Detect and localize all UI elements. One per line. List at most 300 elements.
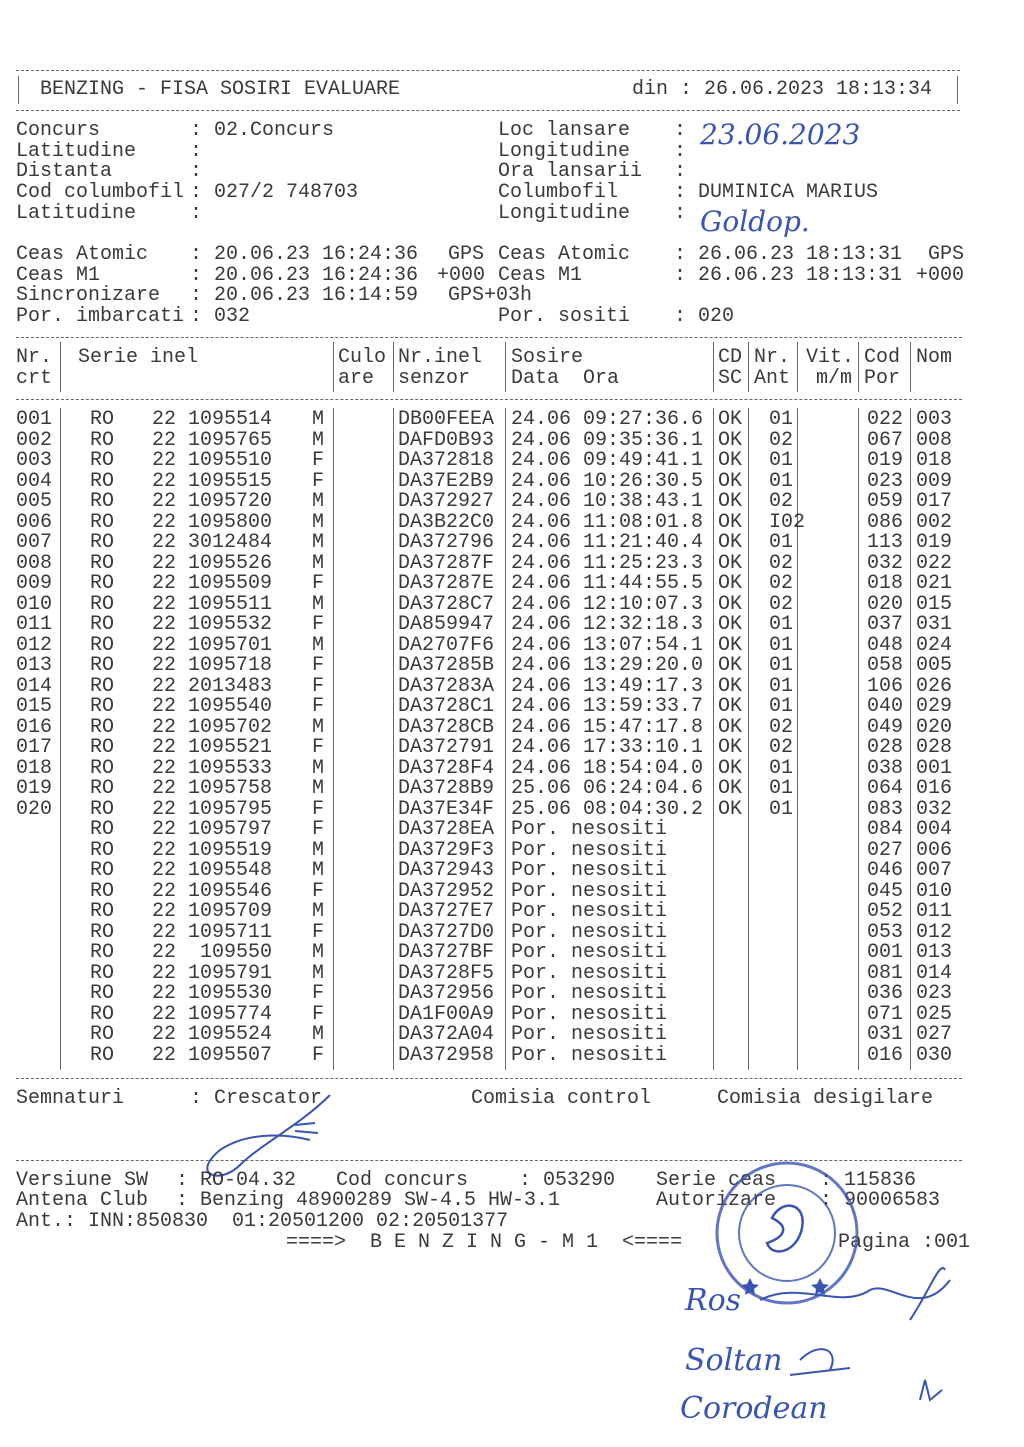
year: 22 [152,490,177,513]
year: 22 [152,510,177,534]
nom: 012 [916,920,953,944]
divider [957,76,958,104]
svg-text:Corodean: Corodean [680,1391,828,1426]
column-header-sosire: Data Ora [511,367,620,390]
column-header-ant: Nr. [754,346,791,369]
cd-sc: OK [718,777,743,800]
cod-por: 053 [867,920,904,944]
antenna: 02 [769,736,794,759]
clock-label: Sincronizare [16,284,161,307]
country: RO [90,941,115,964]
info-label: Concurs [16,119,101,142]
arrival-time: 24.06 18:54:04.0 [511,756,704,780]
cod-por: 038 [867,756,904,780]
info-label: Longitudine [498,202,631,225]
antenna: 01 [769,449,794,472]
country: RO [90,900,115,923]
info-value: : DUMINICA MARIUS [674,181,879,204]
nom: 010 [916,879,953,903]
nom: 025 [916,1002,953,1026]
ring-number: 1095519 [188,838,273,862]
antenna: 01 [769,408,794,431]
nom: 019 [916,531,953,554]
column-header-vit: Vit. [806,346,855,369]
cod-por: 020 [867,592,904,616]
column-header-culoare: Culo [338,346,387,369]
year: 22 [152,531,177,554]
ring-number: 1095718 [188,654,273,677]
sex: M [312,838,325,862]
signature-desigilare: Comisia desigilare [717,1087,934,1110]
nom: 016 [916,777,953,800]
arrival-time: Por. nesositi [511,1002,668,1026]
handwritten-signature: Goldop. [700,205,810,238]
cod-por: 032 [867,551,904,575]
info-label: Loc lansare [498,119,631,142]
sensor-id: DA3729F3 [398,838,495,862]
clock-suffix: GPS [448,243,485,266]
sensor-id: DA372818 [398,449,495,472]
clock-label: Ceas Atomic [16,243,149,266]
ring-number: 1095510 [188,449,273,472]
column-divider [910,342,911,392]
sex: F [312,1043,325,1067]
country: RO [90,633,115,657]
sex: M [312,551,325,575]
sex: M [312,900,325,923]
sensor-id: DA3728EA [398,818,495,841]
nom: 007 [916,859,953,882]
row-number: 001 [16,408,53,431]
nom: 005 [916,654,953,677]
arrival-time: 24.06 12:32:18.3 [511,613,704,636]
nom: 001 [916,756,953,780]
column-header-cod: Cod [864,346,901,369]
column-divider [60,408,61,1070]
arrival-time: 25.06 08:04:30.2 [511,797,704,821]
signature-control: Comisia control [471,1087,652,1110]
year: 22 [152,941,177,964]
antenna: 02 [769,715,794,739]
cod-por: 081 [867,961,904,985]
cd-sc: OK [718,408,743,431]
row-number: 012 [16,633,53,657]
year: 22 [152,838,177,862]
year: 22 [152,592,177,616]
country: RO [90,408,115,431]
ring-number: 1095530 [188,982,273,1005]
cod-por: 001 [867,941,904,964]
sensor-id: DA1F00A9 [398,1002,495,1026]
sex: F [312,1002,325,1026]
year: 22 [152,818,177,841]
arrival-time: 24.06 17:33:10.1 [511,736,704,759]
ring-number: 1095774 [188,1002,273,1026]
sex: M [312,428,325,452]
arrival-time: 24.06 12:10:07.3 [511,592,704,616]
sensor-id: DA372956 [398,982,495,1005]
clock-value: : 032 [190,305,251,328]
sensor-id: DA372927 [398,490,495,513]
cod-por: 058 [867,654,904,677]
sensor-id: DA372796 [398,531,495,554]
antenna: 01 [769,797,794,821]
country: RO [90,838,115,862]
sensor-id: DA3728C7 [398,592,495,616]
sex: M [312,1023,325,1046]
column-header-serie: Serie inel [78,346,199,369]
cd-sc: OK [718,797,743,821]
info-label: Distanta [16,160,113,183]
country: RO [90,654,115,677]
year: 22 [152,736,177,759]
cd-sc: OK [718,572,743,595]
sex: F [312,920,325,944]
country: RO [90,982,115,1005]
row-number: 015 [16,695,53,718]
year: 22 [152,879,177,903]
country: RO [90,1043,115,1067]
country: RO [90,736,115,759]
clock-serial-label: Serie ceas [656,1169,777,1192]
sensor-id: DA37287F [398,551,495,575]
column-divider [858,342,859,392]
arrival-time: Por. nesositi [511,982,668,1005]
arrival-time: 24.06 13:07:54.1 [511,633,704,657]
country: RO [90,592,115,616]
sex: M [312,859,325,882]
cd-sc: OK [718,469,743,493]
info-label: Latitudine [16,202,137,225]
divider [16,337,962,338]
row-number: 019 [16,777,53,800]
clock-label: Por. sositi [498,305,631,328]
antenna: 01 [769,674,794,698]
sex: M [312,777,325,800]
antenna: 01 [769,695,794,718]
arrival-time: 24.06 11:44:55.5 [511,572,704,595]
year: 22 [152,572,177,595]
column-header-senzor: Nr.inel [398,346,483,369]
clock-value: : 26.06.23 18:13:31 [674,243,903,266]
column-divider [858,408,859,1070]
sex: F [312,654,325,677]
arrival-time: Por. nesositi [511,818,668,841]
column-divider [505,342,506,392]
cd-sc: OK [718,715,743,739]
ring-number: 1095509 [188,572,273,595]
nom: 027 [916,1023,953,1046]
year: 22 [152,408,177,431]
arrival-time: Por. nesositi [511,859,668,882]
antenna: 02 [769,572,794,595]
year: 22 [152,756,177,780]
nom: 026 [916,674,953,698]
ring-number: 1095800 [188,510,273,534]
cd-sc: OK [718,674,743,698]
row-number: 003 [16,449,53,472]
clock-serial: : 115836 [820,1169,917,1192]
info-label: Longitudine [498,140,631,163]
sex: F [312,469,325,493]
info-value: : [674,160,687,183]
column-divider [505,408,506,1070]
ring-number: 1095524 [188,1023,273,1046]
nom: 031 [916,613,953,636]
contest-code: : 053290 [519,1169,616,1192]
ring-number: 1095533 [188,756,273,780]
country: RO [90,756,115,780]
sensor-id: DA3728F4 [398,756,495,780]
ring-number: 1095526 [188,551,273,575]
row-number: 018 [16,756,53,780]
divider [18,76,19,104]
arrival-time: 24.06 10:26:30.5 [511,469,704,493]
info-value: : 027/2 748703 [190,181,359,204]
nom: 004 [916,818,953,841]
info-value: : [674,119,687,142]
divider [16,110,960,111]
info-label: Latitudine [16,140,137,163]
clock-suffix: GPS+03h [448,284,533,307]
ring-number: 1095540 [188,695,273,718]
clock-value: : 020 [674,305,735,328]
ring-number: 1095711 [188,920,273,944]
ring-number: 1095720 [188,490,273,513]
sensor-id: DA3728B9 [398,777,495,800]
ring-number: 2013483 [188,674,273,698]
arrival-time: Por. nesositi [511,879,668,903]
cd-sc: OK [718,510,743,534]
country: RO [90,449,115,472]
antenna: 01 [769,633,794,657]
antenna: 01 [769,613,794,636]
authorization: : 90006583 [820,1189,941,1212]
sensor-id: DA3728CB [398,715,495,739]
antenna: : Benzing 48900289 SW-4.5 HW-3.1 [176,1189,561,1212]
nom: 021 [916,572,953,595]
nom: 009 [916,469,953,493]
arrival-time: 24.06 10:38:43.1 [511,490,704,513]
sex: M [312,510,325,534]
arrival-time: Por. nesositi [511,1023,668,1046]
column-header-senzor: senzor [398,367,471,390]
column-divider [748,408,749,1070]
sensor-id: DA37E2B9 [398,469,495,493]
ring-number: 1095709 [188,900,273,923]
sensor-id: DA3727BF [398,941,495,964]
country: RO [90,469,115,493]
arrival-time: 24.06 11:25:23.3 [511,551,704,575]
sensor-id: DA372952 [398,879,495,903]
handwritten-committee-signatures [680,1260,980,1430]
svg-text:Soltan: Soltan [685,1343,783,1378]
cod-por: 016 [867,1043,904,1067]
cod-por: 064 [867,777,904,800]
ring-number: 1095511 [188,592,273,616]
page-title: BENZING - FISA SOSIRI EVALUARE [40,78,401,101]
column-divider [333,408,334,1070]
nom: 017 [916,490,953,513]
nom: 022 [916,551,953,575]
sensor-id: DA3727D0 [398,920,495,944]
cd-sc: OK [718,531,743,554]
ring-number: 1095548 [188,859,273,882]
sensor-id: DA37285B [398,654,495,677]
ring-number: 1095521 [188,736,273,759]
arrival-time: 24.06 09:49:41.1 [511,449,704,472]
country: RO [90,1023,115,1046]
cd-sc: OK [718,449,743,472]
ring-number: 109550 [188,941,273,964]
nom: 003 [916,408,953,431]
year: 22 [152,551,177,575]
cod-por: 018 [867,572,904,595]
sensor-id: DA3B22C0 [398,510,495,534]
row-number: 010 [16,592,53,616]
column-divider [797,342,798,392]
sensor-id: DA3728C1 [398,695,495,718]
info-value: : [190,140,203,163]
sensor-id: DA37283A [398,674,495,698]
clock-label: Por. imbarcati [16,305,185,328]
antenna: 01 [769,756,794,780]
arrival-time: Por. nesositi [511,941,668,964]
arrival-time: 24.06 11:21:40.4 [511,531,704,554]
column-header-sosire: Sosire [511,346,584,369]
country: RO [90,695,115,718]
nom: 024 [916,633,953,657]
sex: M [312,592,325,616]
arrival-time: 24.06 15:47:17.8 [511,715,704,739]
sensor-id: DA37E34F [398,797,495,821]
cod-por: 027 [867,838,904,862]
country: RO [90,613,115,636]
year: 22 [152,428,177,452]
info-value: : [674,140,687,163]
ring-number: 1095507 [188,1043,273,1067]
arrival-time: 24.06 09:27:36.6 [511,408,704,431]
row-number: 005 [16,490,53,513]
year: 22 [152,1023,177,1046]
info-value: : [674,202,687,225]
country: RO [90,490,115,513]
info-value: : 02.Concurs [190,119,335,142]
arrival-time: 24.06 11:08:01.8 [511,510,704,534]
sensor-id: DA37287E [398,572,495,595]
ring-number: 1095758 [188,777,273,800]
country: RO [90,797,115,821]
clock-suffix: +000 [437,264,486,287]
nom: 013 [916,941,953,964]
info-label: Cod columbofil [16,181,185,204]
sensor-id: DA372958 [398,1043,495,1067]
cod-por: 028 [867,736,904,759]
column-divider [393,408,394,1070]
divider [16,1078,962,1079]
contest-code-label: Cod concurs [336,1169,469,1192]
sex: M [312,490,325,513]
sex: M [312,408,325,431]
sensor-id: DA3727E7 [398,900,495,923]
arrival-time: Por. nesositi [511,900,668,923]
clock-label: Ceas M1 [16,264,101,287]
year: 22 [152,777,177,800]
sex: F [312,818,325,841]
country: RO [90,572,115,595]
country: RO [90,531,115,554]
sensor-id: DB00FEEA [398,408,495,431]
cod-por: 031 [867,1023,904,1046]
nom: 028 [916,736,953,759]
sensor-id: DA2707F6 [398,633,495,657]
year: 22 [152,982,177,1005]
country: RO [90,715,115,739]
country: RO [90,777,115,800]
sw-version-label: Versiune SW [16,1169,149,1192]
cd-sc: OK [718,654,743,677]
cod-por: 040 [867,695,904,718]
report-date: din : 26.06.2023 18:13:34 [632,78,933,101]
cod-por: 019 [867,449,904,472]
column-divider [60,342,61,392]
sex: M [312,531,325,554]
cod-por: 071 [867,1002,904,1026]
nom: 020 [916,715,953,739]
year: 22 [152,469,177,493]
nom: 030 [916,1043,953,1067]
signatures-label: Semnaturi [16,1087,125,1110]
arrival-time: 25.06 06:24:04.6 [511,777,704,800]
country: RO [90,879,115,903]
country: RO [90,674,115,698]
cod-por: 084 [867,818,904,841]
sex: F [312,674,325,698]
column-divider [713,408,714,1070]
column-header-culoare: are [338,367,375,390]
sensor-id: DAFD0B93 [398,428,495,452]
ring-number: 1095765 [188,428,273,452]
year: 22 [152,654,177,677]
country: RO [90,961,115,985]
arrival-time: 24.06 13:29:20.0 [511,654,704,677]
antenna: 02 [769,428,794,452]
info-value: : [190,202,203,225]
column-header-nom: Nom [916,346,953,369]
row-number: 004 [16,469,53,493]
cod-por: 106 [867,674,904,698]
sex: M [312,633,325,657]
column-divider [748,342,749,392]
year: 22 [152,961,177,985]
ring-number: 1095546 [188,879,273,903]
arrival-time: 24.06 13:49:17.3 [511,674,704,698]
row-number: 017 [16,736,53,759]
ring-number: 1095532 [188,613,273,636]
svg-text:Ros: Ros [685,1283,742,1318]
ring-number: 1095791 [188,961,273,985]
ring-number: 1095515 [188,469,273,493]
arrival-time: Por. nesositi [511,920,668,944]
clock-value: : 26.06.23 18:13:31 [674,264,903,287]
year: 22 [152,797,177,821]
divider [16,70,960,71]
sensor-id: DA372A04 [398,1023,495,1046]
clock-label: Ceas Atomic [498,243,631,266]
year: 22 [152,715,177,739]
sex: F [312,613,325,636]
arrival-time: 24.06 13:59:33.7 [511,695,704,718]
